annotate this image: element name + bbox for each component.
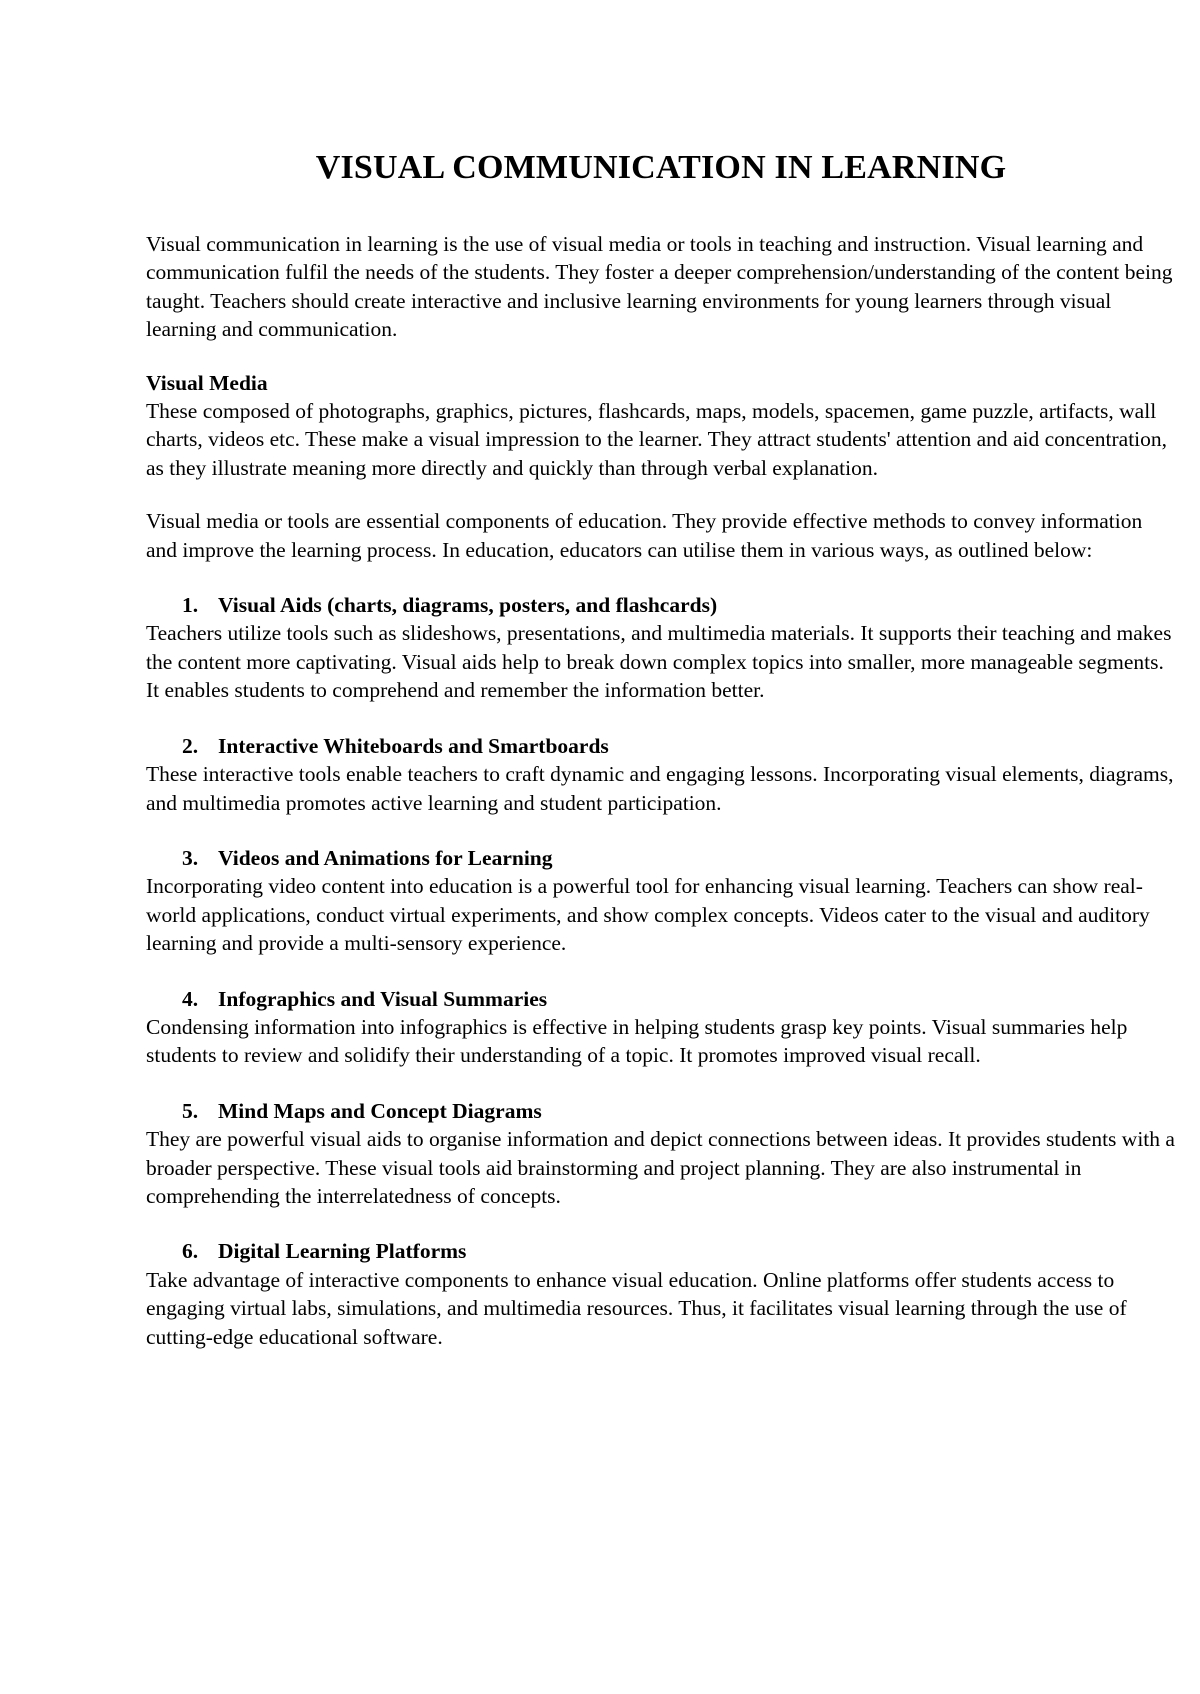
- list-item-body: Condensing information into infographics is effective in helping students grasp key points. Visual summaries help students to review and solidify their understanding of a topic. It promotes improved visual recall.: [146, 1014, 1128, 1068]
- document-body: [146, 140, 1176, 1378]
- list-item-body: They are powerful visual aids to organise information and depict connections between ideas. It provides students with a broader perspective. These visual tools aid brainstorming and project planning. They are also instrumental in comprehending the interrelatedness of concepts.: [146, 1127, 1175, 1208]
- list-item-title: Visual Aids (charts, diagrams, posters, and flashcards): [218, 593, 718, 618]
- list-item-heading: [146, 591, 1176, 619]
- list-item: [146, 985, 1176, 1070]
- list-item-heading: [146, 1097, 1176, 1125]
- list-item: [146, 1097, 1176, 1211]
- list-item-body: Take advantage of interactive components to enhance visual education. Online platforms offer students access to engaging virtual labs, simulations, and multimedia resources. Thus, it facilitates visual learning through the use of cutting-edge educational software.: [146, 1267, 1127, 1349]
- list-item-number: 1.: [182, 593, 199, 618]
- list-item-number: 5.: [182, 1098, 199, 1123]
- list-item-body: Teachers utilize tools such as slideshows, presentations, and multimedia materials. It supports their teaching and makes the content more captivating. Visual aids help to break down complex topics into smaller, more manageable segments. It enables students to comprehend and remember the information better.: [146, 621, 1172, 703]
- list-item-title: Digital Learning Platforms: [218, 1239, 467, 1264]
- list-item: [146, 1237, 1176, 1351]
- tools-intro-paragraph: Visual media or tools are essential components of education. They provide effective methods to convey information and improve the learning process. In education, educators can utilise them in various ways, as outlined below:: [146, 509, 1143, 562]
- document-title: VISUAL COMMUNICATION IN LEARNING: [315, 149, 1007, 186]
- visual-media-heading: Visual Media: [146, 370, 268, 395]
- list-item-heading: [146, 732, 1176, 760]
- list-item-title: Mind Maps and Concept Diagrams: [218, 1098, 542, 1123]
- list-item-number: 4.: [182, 986, 199, 1011]
- list-item: [146, 591, 1176, 705]
- visual-media-section: [146, 369, 1176, 483]
- visual-media-paragraph: These composed of photographs, graphics, pictures, flashcards, maps, models, spacemen, game puzzle, artifacts, wall charts, videos etc. These make a visual impression to the learner. They attract students' attention and aid concentration, as they illustrate meaning more directly and quickly than through verbal explanation.: [146, 399, 1168, 480]
- list-item-number: 3.: [182, 845, 199, 870]
- list-item: [146, 844, 1176, 958]
- list-item-heading: [146, 844, 1176, 872]
- list-item-heading: [146, 1237, 1176, 1265]
- list-item-title: Infographics and Visual Summaries: [218, 986, 548, 1011]
- list-item: [146, 732, 1176, 817]
- list-item-body: Incorporating video content into education is a powerful tool for enhancing visual learning. Teachers can show real-world applications, conduct virtual experiments, and show complex concepts. Videos cater to the visual and auditory learning and provide a multi-sensory experience.: [146, 874, 1150, 956]
- list-item-body: These interactive tools enable teachers to craft dynamic and engaging lessons. Incorporating visual elements, diagrams, and multimedia promotes active learning and student participation.: [146, 762, 1174, 815]
- list-item-number: 2.: [182, 733, 199, 758]
- list-item-title: Videos and Animations for Learning: [218, 845, 553, 870]
- intro-paragraph: Visual communication in learning is the use of visual media or tools in teaching and instruction. Visual learning and communication fulfil the needs of the students. They foster a deeper comprehension/understanding of the content being taught. Teachers should create interactive and inclusive learning environments for young learners through visual learning and communication.: [146, 232, 1173, 342]
- list-item-heading: [146, 985, 1176, 1013]
- list-item-title: Interactive Whiteboards and Smartboards: [218, 733, 609, 758]
- list-item-number: 6.: [182, 1239, 199, 1264]
